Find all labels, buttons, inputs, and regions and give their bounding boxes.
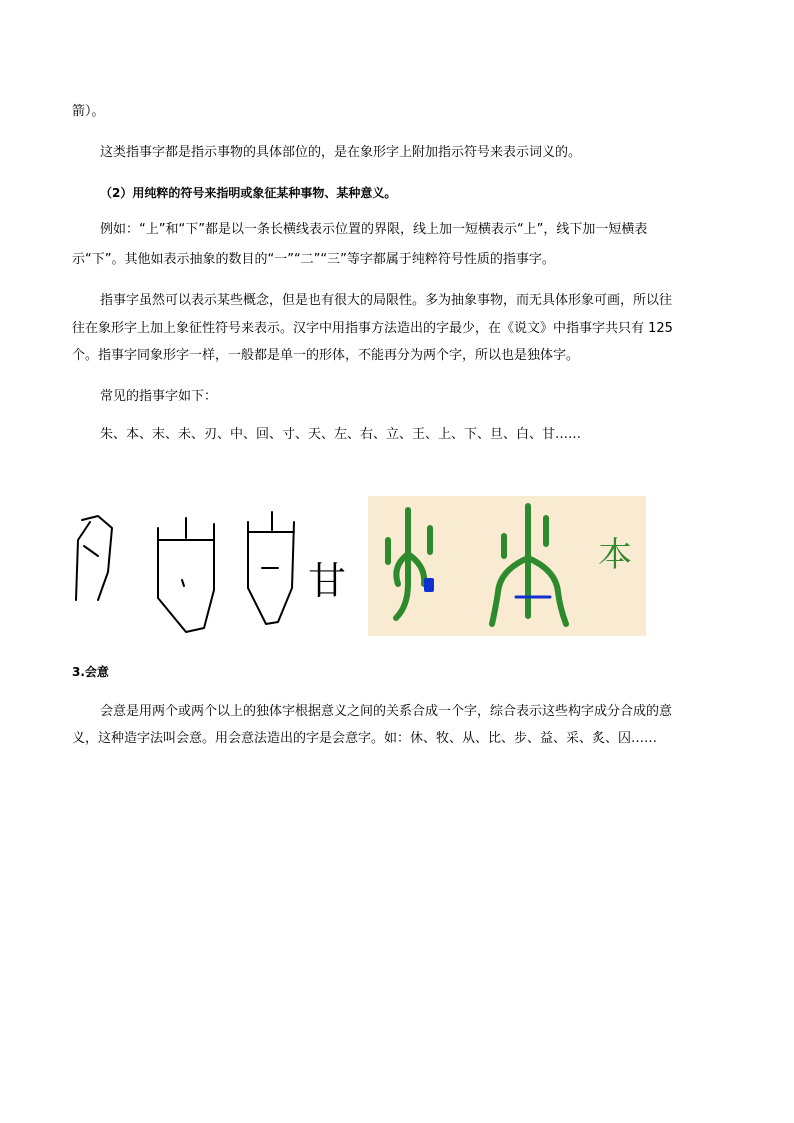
text-line-1: 箭）。 bbox=[72, 104, 105, 119]
text-line-6: 指事字虽然可以表示某些概念，但是也有很大的局限性。多为抽象事物，而无具体形象可画，所以往 bbox=[100, 293, 673, 308]
text-line-5: 示“下”。其他如表示抽象的数目的“一”“二”“三”等字都属于纯粹符号性质的指事字。 bbox=[72, 252, 555, 267]
modern-char-gan: 甘 bbox=[308, 559, 347, 603]
text-line-8: 个。指事字同象形字一样，一般都是单一的形体，不能再分为两个字，所以也是独体字。 bbox=[72, 348, 580, 363]
seal-glyph-1 bbox=[388, 510, 430, 618]
subheading-pure-symbols: （2）用纯粹的符号来指明或象征某种事物、某种意义。 bbox=[100, 186, 397, 200]
text-line-2: 这类指事字都是指示事物的具体部位的，是在象形字上附加指示符号来表示词义的。 bbox=[100, 145, 582, 160]
seal-glyph-2 bbox=[492, 506, 566, 624]
glyph-1-outline bbox=[76, 516, 112, 600]
glyph-2-outline bbox=[158, 518, 214, 632]
ancient-script-figure bbox=[68, 500, 358, 640]
text-line-12: 会意是用两个或两个以上的独体字根据意义之间的关系合成一个字，综合表示这些构字成分合成的意 bbox=[100, 704, 673, 719]
seal-script-drawing bbox=[368, 496, 646, 636]
text-line-4: 例如：“上”和“下”都是以一条长横线表示位置的界限，线上加一短横表示“上”，线下加一短横表 bbox=[100, 222, 648, 237]
text-line-7: 往在象形字上加上象征性符号来表示。汉字中用指事方法造出的字最少，在《说文》中指事字共只有 125 bbox=[72, 321, 673, 336]
text-line-13: 义，这种造字法叫会意。用会意法造出的字是会意字。如：休、牧、从、比、步、益、采、炙、囚…… bbox=[72, 731, 658, 746]
ancient-script-drawing bbox=[68, 500, 358, 640]
text-line-9: 常见的指事字如下： bbox=[100, 389, 218, 404]
seal-script-figure bbox=[368, 496, 646, 636]
glyph-3-outline bbox=[248, 512, 294, 624]
section-heading-huiyi: 3.会意 bbox=[72, 665, 109, 679]
seal-marker-dot bbox=[424, 578, 434, 592]
char-list: 朱、本、末、未、刃、中、回、寸、天、左、右、立、王、上、下、旦、白、甘…… bbox=[100, 427, 582, 442]
modern-char-ben: 本 bbox=[598, 535, 632, 575]
